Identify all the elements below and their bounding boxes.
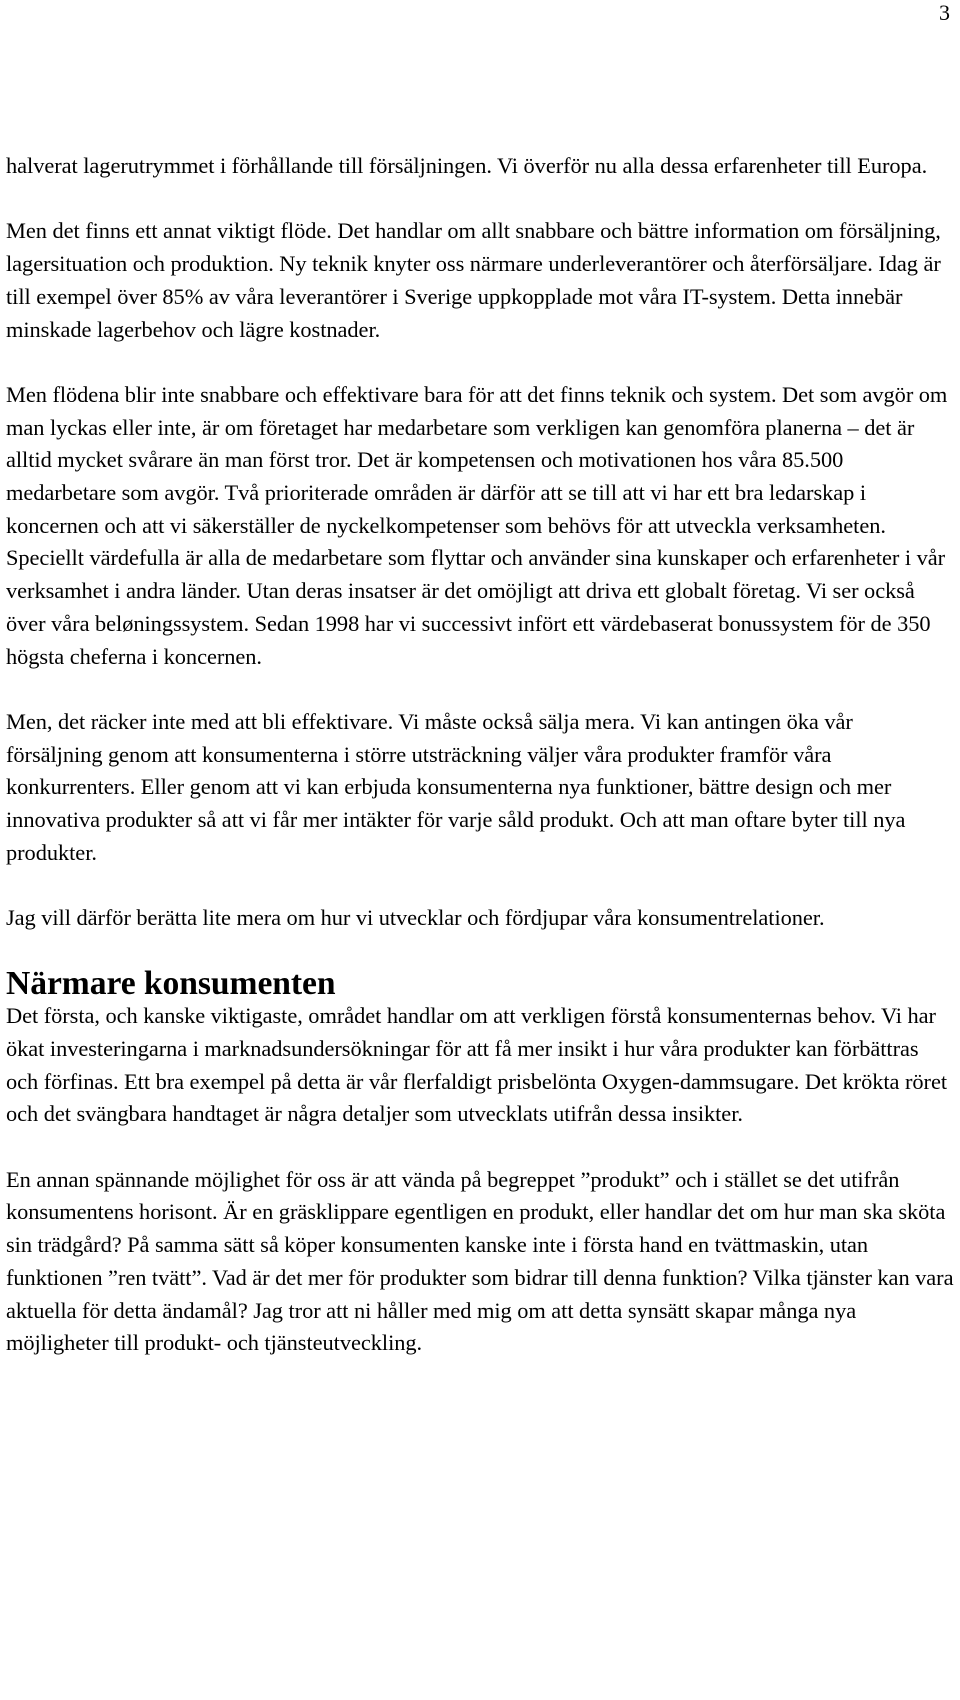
section-heading: Närmare konsumenten [6, 964, 336, 1002]
page-number: 3 [939, 0, 950, 25]
paragraph-sell-more: Men, det räcker inte med att bli effektivare. Vi måste också sälja mera. Vi kan antingen öka vår försäljning genom att konsumenterna i större utsträckning väljer våra produkter framför våra konkurrenters. Eller genom att vi kan erbjuda konsumenterna nya funktioner, bättre design och mer innovativa produkter så att vi får mer intäkter för varje såld produkt. Och att man oftare byter till nya produkter. [6, 708, 906, 865]
paragraph-consumer-needs: Det första, och kanske viktigaste, området handlar om att verkligen förstå konsumenternas behov. Vi har ökat investeringarna i marknadsundersökningar för att få mer insikt i hur våra produkter kan förbättras och förfinas. Ett bra exempel på detta är vår flerfaldigt prisbelönta Oxygen-dammsugare. Det krökta röret och det svängbara handtaget är några detaljer som utvecklats utifrån dessa insikter. [6, 1003, 948, 1127]
paragraph-product-concept: En annan spännande möjlighet för oss är att vända på begreppet ”produkt” och i stället se det utifrån konsumentens horisont. Är en gräsklippare egentligen en produkt, eller handlar det om hur man ska sköta sin trädgård? På samma sätt så köper konsumenten kanske inte i första hand en tvättmaskin, utan funktionen ”ren tvätt”. Vad är det mer för produkter som bidrar till denna funktion? Vilka tjänster kan vara aktuella för detta ändamål? Jag tror att ni håller med mig om att detta synsätt skapar många nya möjligheter till produkt- och tjänsteutveckling. [6, 1166, 954, 1356]
document-body [6, 150, 954, 1360]
paragraph-information-flow: Men det finns ett annat viktigt flöde. Det handlar om allt snabbare och bättre information om försäljning, lagersituation och produktion. Ny teknik knyter oss närmare underleverantörer och återförsäljare. Idag är till exempel över 85% av våra leverantörer i Sverige uppkopplade mot våra IT-system. Detta innebär minskade lagerbehov och lägre kostnader. [6, 218, 941, 342]
paragraph-consumer-relations: Jag vill därför berätta lite mera om hur vi utvecklar och fördjupar våra konsumentrelationer. [6, 905, 825, 931]
paragraph-employees: Men flödena blir inte snabbare och effektivare bara för att det finns teknik och system. Det som avgör om man lyckas eller inte, är om företaget har medarbetare som verkligen kan genomföra planerna – det är alltid mycket svårare än man först tror. Det är kompetensen och motivationen hos våra 85.500 medarbetare som avgör. Två prioriterade områden är därför att se till att vi har ett bra ledarskap i koncernen och att vi säkerställer de nyckelkompetenser som behövs för att utveckla verksamheten. Speciellt värdefulla är alla de medarbetare som flyttar och använder sina kunskaper och erfarenheter i vår verksamhet i andra länder. Utan deras insatser är det omöjligt att driva ett globalt företag. Vi ser också över våra beløningssystem. Sedan 1998 har vi successivt infört ett värdebaserat bonussystem för de 350 högsta cheferna i koncernen. [6, 381, 948, 669]
paragraph-inventory: halverat lagerutrymmet i förhållande till försäljningen. Vi överför nu alla dessa erfarenheter till Europa. [6, 153, 928, 178]
